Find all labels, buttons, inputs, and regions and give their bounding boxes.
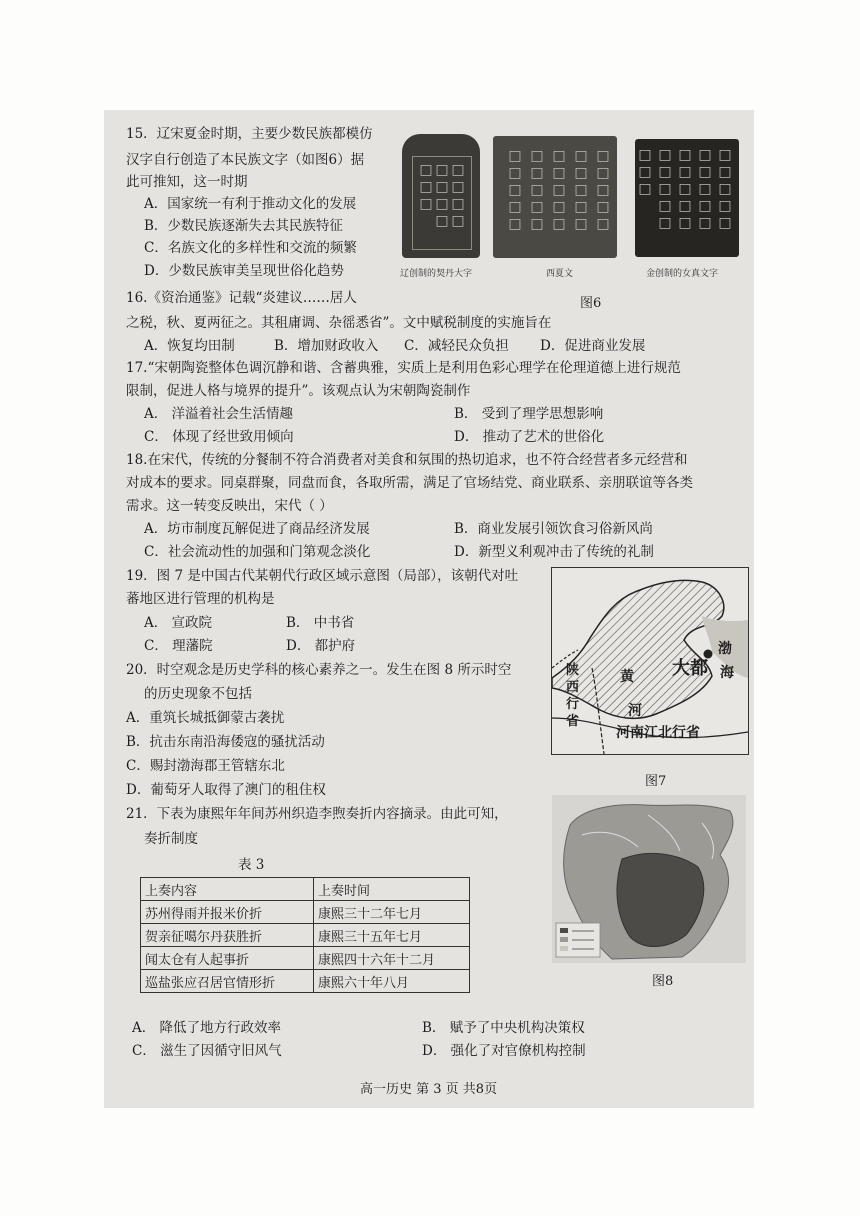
- q18-option-a: A．坊市制度瓦解促进了商品经济发展: [144, 521, 370, 537]
- q18-stem-line-2: 对成本的要求。同桌群聚，同盘而食，各取所需，满足了官场结党、商业联系、亲朋联谊等各类: [126, 475, 693, 491]
- map-label-yellow-river-1: 黄: [620, 669, 634, 685]
- xixia-script-fragment-photo: □□□□□ □□□□□ □□□□□ □□□□□ □□□□□: [493, 136, 617, 258]
- q21-option-a: A． 降低了地方行政效率: [132, 1020, 282, 1036]
- q19-option-d: D． 都护府: [286, 638, 356, 654]
- q18-stem-line-1: 18.在宋代，传统的分餐制不符合消费者对美食和氛围的热切追求，也不符合经营者多元经营和: [126, 452, 688, 468]
- table-cell-time: 康熙六十年八月: [314, 970, 470, 993]
- table-row: [141, 901, 470, 924]
- table-row: [141, 947, 470, 970]
- table-header-content: 上奏内容: [141, 878, 314, 901]
- map-label-shaanxi-province: 陕 西 行 省: [566, 663, 580, 729]
- q15-option-c: C．名族文化的多样性和交流的频繁: [144, 240, 357, 256]
- q15-option-d: D．少数民族审美呈现世俗化趋势: [144, 263, 344, 279]
- q20-option-c: C．赐封渤海郡王管辖东北: [126, 758, 285, 774]
- q16-option-b: B．增加财政收入: [274, 338, 379, 354]
- q15-stem-line-2: 汉字自行创造了本民族文字（如图6）据: [126, 152, 365, 168]
- figure6-caption-jurchen: 金创制的女真文字: [646, 269, 719, 279]
- map-label-dadu: 大都: [672, 658, 708, 679]
- q17-option-c: C． 体现了经世致用倾向: [144, 429, 294, 445]
- table-header-row: [141, 878, 470, 901]
- q16-option-d: D．促进商业发展: [540, 338, 646, 354]
- q21-option-b: B． 赋予了中央机构决策权: [422, 1020, 585, 1036]
- q15-option-b: B．少数民族逐渐失去其民族特征: [144, 218, 343, 234]
- q21-option-c: C． 滋生了因循守旧风气: [132, 1043, 282, 1059]
- table3-title: 表 3: [238, 857, 265, 873]
- figure7-label: 图7: [645, 774, 667, 789]
- q18-option-c: C．社会流动性的加强和门第观念淡化: [144, 544, 371, 560]
- map-label-yellow-river-2: 河: [628, 703, 642, 719]
- table-cell-content: 巡盐张应召居官情形折: [141, 970, 314, 993]
- q16-stem-line-2: 之税，秋、夏两征之。其租庸调、杂徭悉省”。文中赋税制度的实施旨在: [126, 315, 552, 331]
- q16-stem-line-1: 16.《资治通鉴》记载“炎建议……居人: [126, 290, 357, 306]
- q21-option-d: D． 强化了对官僚机构控制: [422, 1043, 586, 1059]
- q17-option-b: B． 受到了理学思想影响: [454, 406, 604, 422]
- q16-option-c: C．减轻民众负担: [404, 338, 509, 354]
- q18-option-b: B．商业发展引领饮食习俗新风尚: [454, 521, 653, 537]
- q19-option-c: C． 理藩院: [144, 638, 213, 654]
- table-cell-time: 康熙四十六年十二月: [314, 947, 470, 970]
- figure6-label: 图6: [580, 296, 602, 311]
- q21-stem-line-1: 21．下表为康熙年年间苏州织造李煦奏折内容摘录。由此可知，: [126, 806, 508, 822]
- figure6-caption-khitan: 辽创制的契丹大字: [400, 269, 473, 279]
- figure7-map: [551, 567, 749, 755]
- q20-stem-line-2: 的历史现象不包括: [144, 686, 252, 702]
- q18-stem-line-3: 需求。这一转变反映出，宋代（ ）: [126, 498, 333, 514]
- q17-option-a: A． 洋溢着社会生活情趣: [144, 406, 294, 422]
- jurchen-script-rubbing-photo: □□□□□ □□□□□ □□□□□ □□□□□ □□□: [635, 139, 739, 257]
- table3: [140, 877, 470, 993]
- page-footer: 高一历史 第 3 页 共8页: [360, 1082, 498, 1097]
- figure6-caption-xixia: 西夏文: [546, 269, 574, 279]
- map-label-bohai-2: 海: [720, 665, 734, 681]
- q21-stem-line-2: 奏折制度: [144, 831, 198, 847]
- map-label-bohai-1: 渤: [718, 641, 732, 657]
- table-cell-time: 康熙三十二年七月: [314, 901, 470, 924]
- figure8-label: 图8: [652, 974, 674, 989]
- figure8-map: [552, 795, 746, 963]
- table-row: [141, 970, 470, 993]
- q17-option-d: D． 推动了艺术的世俗化: [454, 429, 605, 445]
- map-label-henan-jiangbei-province: 河南江北行省: [616, 725, 700, 741]
- q19-stem-line-1: 19．图 7 是中国古代某朝代行政区域示意图（局部），该朝代对吐: [126, 568, 519, 584]
- q20-option-a: A．重筑长城抵御蒙古袭扰: [126, 710, 285, 726]
- q19-stem-line-2: 蕃地区进行管理的机构是: [126, 591, 275, 607]
- q19-option-b: B． 中书省: [286, 615, 355, 631]
- table-cell-content: 贺亲征噶尔丹获胜折: [141, 924, 314, 947]
- table-row: [141, 924, 470, 947]
- q18-option-d: D．新型义利观冲击了传统的礼制: [454, 544, 654, 560]
- q16-option-a: A．恢复均田制: [144, 338, 235, 354]
- q15-option-a: A．国家统一有利于推动文化的发展: [144, 196, 357, 212]
- q20-stem-line-1: 20．时空观念是历史学科的核心素养之一。发生在图 8 所示时空: [126, 662, 512, 678]
- table-cell-time: 康熙三十五年七月: [314, 924, 470, 947]
- table-cell-content: 闻太仓有人起事折: [141, 947, 314, 970]
- table-cell-content: 苏州得雨并报米价折: [141, 901, 314, 924]
- q15-stem-line-3: 此可推知，这一时期: [126, 174, 248, 190]
- table-header-time: 上奏时间: [314, 878, 470, 901]
- q17-stem-line-2: 限制，促进人格与境界的提升”。该观点认为宋朝陶瓷制作: [126, 383, 471, 399]
- q20-option-b: B．抗击东南沿海倭寇的骚扰活动: [126, 734, 325, 750]
- q17-stem-line-1: 17.“宋朝陶瓷整体色调沉静和谐、含蓄典雅，实质上是利用色彩心理学在伦理道德上进行规范: [126, 360, 681, 376]
- q19-option-a: A． 宣政院: [144, 615, 213, 631]
- q20-option-d: D．葡萄牙人取得了澳门的租住权: [126, 782, 326, 798]
- khitan-script-tablet-photo: □□□□ □□□□ □□□: [402, 134, 480, 258]
- figure8-map-drawing: [552, 795, 746, 963]
- q15-stem-line-1: 15．辽宋夏金时期，主要少数民族都模仿: [126, 126, 373, 142]
